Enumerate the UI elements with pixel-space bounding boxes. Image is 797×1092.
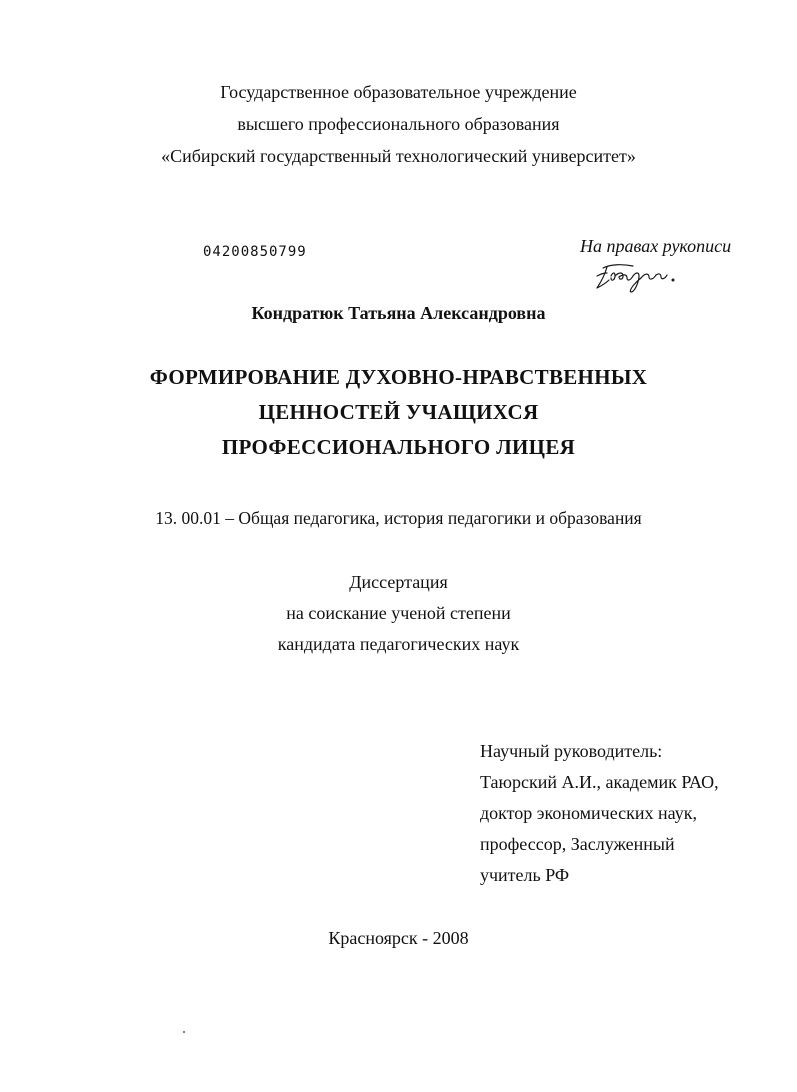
catalog-number: 04200850799 (203, 244, 307, 260)
dissertation-title-line-2: ЦЕННОСТЕЙ УЧАЩИХСЯ (258, 400, 539, 424)
dissertation-type: Диссертация (349, 572, 448, 592)
degree-line-1: на соискание ученой степени (286, 603, 511, 623)
institution-name-line-2: высшего профессионального образования (237, 114, 560, 134)
manuscript-rights-note: На правах рукописи (580, 236, 732, 256)
supervisor-block (480, 736, 719, 891)
handwritten-signature (593, 258, 688, 294)
institution-name-line-1: Государственное образовательное учреждение (220, 82, 577, 102)
scan-speck (183, 1031, 185, 1033)
city-year: Красноярск - 2008 (328, 928, 469, 948)
dissertation-title-line-1: ФОРМИРОВАНИЕ ДУХОВНО-НРАВСТВЕННЫХ (149, 365, 648, 389)
institution-name-line-3: «Сибирский государственный технологический университет» (161, 146, 636, 166)
supervisor-degree: доктор экономических наук, (480, 803, 697, 823)
supervisor-title-cont: учитель РФ (480, 865, 570, 885)
dissertation-title-line-3: ПРОФЕССИОНАЛЬНОГО ЛИЦЕЯ (221, 435, 576, 459)
supervisor-label: Научный руководитель: (480, 741, 663, 761)
degree-line-2: кандидата педагогических наук (277, 634, 520, 654)
specialty-code: 13. 00.01 – Общая педагогика, история педагогики и образования (155, 508, 642, 528)
supervisor-title: профессор, Заслуженный (480, 834, 675, 854)
author-name: Кондратюк Татьяна Александровна (251, 303, 546, 323)
supervisor-name: Таюрский А.И., академик РАО, (480, 772, 719, 792)
